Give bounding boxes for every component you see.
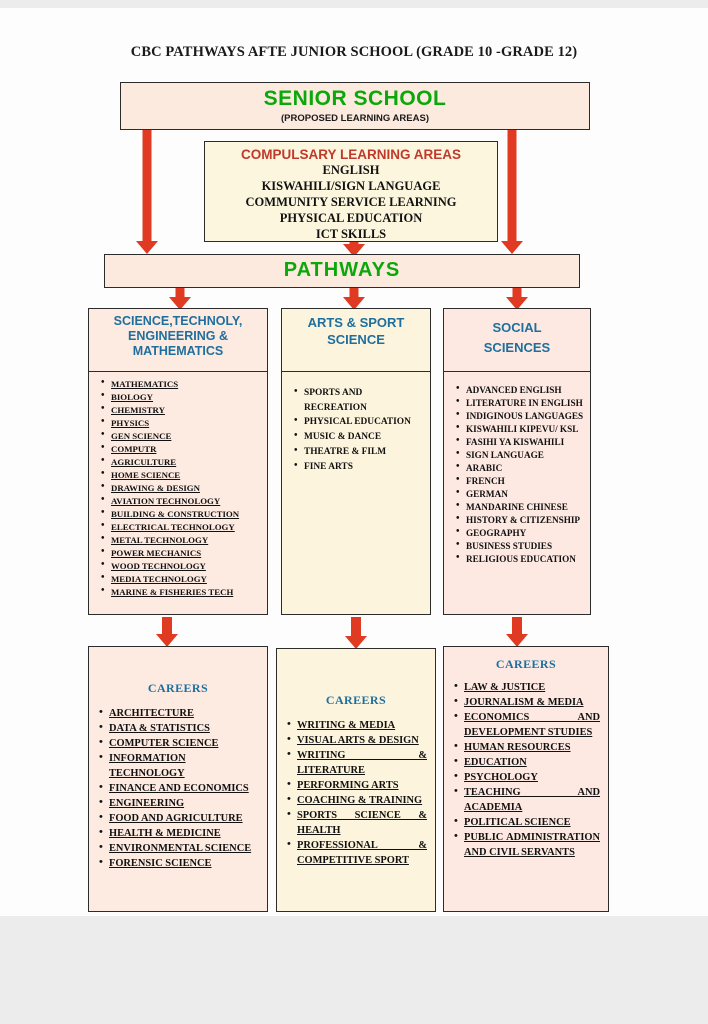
list-item: • HUMAN RESOURCES [464, 740, 600, 755]
arrow-pathways-to-stem [168, 288, 192, 310]
pathway-header-stem-line1: SCIENCE,TECHNOLY, [113, 314, 243, 328]
list-item: • SIGN LANGUAGE [466, 449, 584, 462]
list-item: • FINE ARTS [304, 460, 424, 475]
careers-box-social [443, 646, 609, 912]
senior-school-heading: SENIOR SCHOOL [263, 87, 447, 110]
list-item: • RELIGIOUS EDUCATION [466, 553, 584, 566]
list-item: • JOURNALISM & MEDIA [464, 695, 600, 710]
list-item: • DRAWING & DESIGN [111, 482, 261, 495]
list-item: • ENGINEERING [109, 796, 259, 811]
list-item: • MANDARINE CHINESE [466, 501, 584, 514]
subject-list-stem [89, 372, 267, 605]
pathways-banner [104, 254, 580, 288]
senior-school-subheading: (PROPOSED LEARNING AREAS) [281, 113, 429, 124]
compulsory-item: COMMUNITY SERVICE LEARNING [245, 195, 457, 209]
arrow-pathways-to-social [505, 288, 529, 310]
pathway-header-social-line1: SOCIAL [492, 320, 542, 335]
arrow-pathways-to-arts [342, 288, 366, 310]
list-item: • HISTORY & CITIZENSHIP [466, 514, 584, 527]
pathway-header-arts [281, 308, 431, 372]
list-item: • PUBLIC ADMINISTRATION AND CIVIL SERVANTS [464, 830, 600, 860]
pathway-subjects-arts [281, 372, 431, 615]
list-item: • POWER MECHANICS [111, 547, 261, 560]
subject-list-arts [282, 372, 430, 481]
pathway-header-stem-line2: ENGINEERING & [127, 329, 228, 343]
arrow-arts-to-careers [344, 617, 368, 649]
pathway-header-arts-line2: SCIENCE [327, 332, 385, 347]
subject-list-social [444, 372, 590, 572]
list-item: • TEACHING AND ACADEMIA [464, 785, 600, 815]
senior-school-box [120, 82, 590, 130]
list-item: • AVIATION TECHNOLOGY [111, 495, 261, 508]
pathway-subjects-social [443, 372, 591, 615]
list-item: • ARABIC [466, 462, 584, 475]
list-item: • BUSINESS STUDIES [466, 540, 584, 553]
compulsory-heading: COMPULSARY LEARNING AREAS [240, 147, 461, 162]
compulsory-item: ICT SKILLS [315, 227, 387, 241]
list-item: • ARCHITECTURE [109, 706, 259, 721]
list-item: • GERMAN [466, 488, 584, 501]
list-item: • MUSIC & DANCE [304, 430, 424, 445]
list-item: • INDIGINOUS LANGUAGES [466, 410, 584, 423]
careers-list-social [444, 676, 608, 864]
list-item: • FASIHI YA KISWAHILI [466, 436, 584, 449]
list-item: • CHEMISTRY [111, 404, 261, 417]
pathway-header-social [443, 308, 591, 372]
list-item: • PERFORMING ARTS [297, 778, 427, 793]
list-item: • LAW & JUSTICE [464, 680, 600, 695]
list-item: • WRITING & LITERATURE [297, 748, 427, 778]
list-item: • LITERATURE IN ENGLISH [466, 397, 584, 410]
careers-list-arts [277, 714, 435, 872]
list-item: • ENVIRONMENTAL SCIENCE [109, 841, 259, 856]
list-item: • SPORTS SCIENCE & HEALTH [297, 808, 427, 838]
list-item: • WOOD TECHNOLOGY [111, 560, 261, 573]
pathway-header-stem-line3: MATHEMATICS [132, 344, 224, 358]
list-item: • WRITING & MEDIA [297, 718, 427, 733]
arrow-social-to-careers [505, 617, 529, 647]
list-item: • FORENSIC SCIENCE [109, 856, 259, 871]
list-item: • FOOD AND AGRICULTURE [109, 811, 259, 826]
list-item: • HOME SCIENCE [111, 469, 261, 482]
compulsory-item: ENGLISH [322, 163, 380, 177]
list-item: • EDUCATION [464, 755, 600, 770]
list-item: • INFORMATION TECHNOLOGY [109, 751, 259, 781]
pathways-banner-label: PATHWAYS [283, 259, 401, 281]
careers-list-stem [89, 702, 267, 875]
arrow-senior-to-pathways-right [500, 130, 524, 254]
list-item: • DATA & STATISTICS [109, 721, 259, 736]
list-item: • PHYSICAL EDUCATION [304, 415, 424, 430]
list-item: • MEDIA TECHNOLOGY [111, 573, 261, 586]
careers-heading-social: CAREERS [495, 657, 557, 671]
list-item: • PSYCHOLOGY [464, 770, 600, 785]
list-item: • AGRICULTURE [111, 456, 261, 469]
careers-box-stem [88, 646, 268, 912]
list-item: • COACHING & TRAINING [297, 793, 427, 808]
list-item: • ADVANCED ENGLISH [466, 384, 584, 397]
list-item: • ECONOMICS AND DEVELOPMENT STUDIES [464, 710, 600, 740]
list-item: • THEATRE & FILM [304, 445, 424, 460]
pathway-header-social-line2: SCIENCES [483, 340, 551, 355]
compulsory-item: PHYSICAL EDUCATION [279, 211, 423, 225]
list-item: • FINANCE AND ECONOMICS [109, 781, 259, 796]
list-item: • ELECTRICAL TECHNOLOGY [111, 521, 261, 534]
list-item: • COMPUTER SCIENCE [109, 736, 259, 751]
list-item: • GEOGRAPHY [466, 527, 584, 540]
list-item: • KISWAHILI KIPEVU/ KSL [466, 423, 584, 436]
compulsory-item: KISWAHILI/SIGN LANGUAGE [261, 179, 441, 193]
careers-heading-arts: CAREERS [325, 693, 387, 707]
compulsory-learning-areas-box [204, 141, 498, 242]
page-title: CBC PATHWAYS AFTE JUNIOR SCHOOL (GRADE 10 -GRADE 12) [130, 44, 578, 60]
list-item: • PROFESSIONAL & COMPETITIVE SPORT [297, 838, 427, 868]
list-item: • METAL TECHNOLOGY [111, 534, 261, 547]
list-item: • MARINE & FISHERIES TECH [111, 586, 261, 599]
list-item: • POLITICAL SCIENCE [464, 815, 600, 830]
list-item: • PHYSICS [111, 417, 261, 430]
careers-heading-stem: CAREERS [147, 681, 209, 695]
list-item: • HEALTH & MEDICINE [109, 826, 259, 841]
pathway-subjects-stem [88, 372, 268, 615]
list-item: • SPORTS AND RECREATION [304, 386, 424, 415]
list-item: • BIOLOGY [111, 391, 261, 404]
list-item: • GEN SCIENCE [111, 430, 261, 443]
list-item: • VISUAL ARTS & DESIGN [297, 733, 427, 748]
pathway-header-arts-line1: ARTS & SPORT [307, 315, 405, 330]
list-item: • COMPUTR [111, 443, 261, 456]
careers-box-arts [276, 648, 436, 912]
arrow-senior-to-pathways-left [135, 130, 159, 254]
arrow-stem-to-careers [155, 617, 179, 647]
list-item: • MATHEMATICS [111, 378, 261, 391]
pathway-header-stem [88, 308, 268, 372]
list-item: • FRENCH [466, 475, 584, 488]
list-item: • BUILDING & CONSTRUCTION [111, 508, 261, 521]
